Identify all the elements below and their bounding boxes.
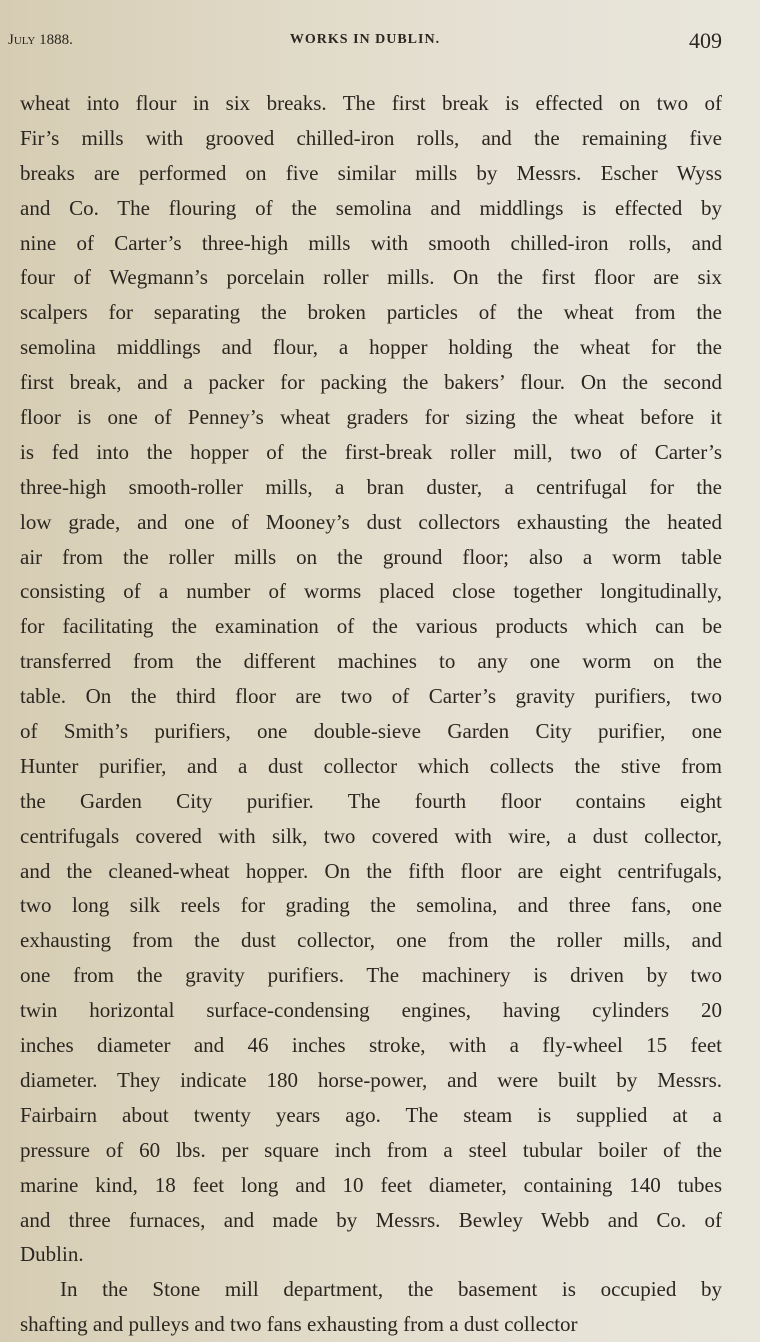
text-line: diameter. They indicate 180 horse-power, and were built by Messrs. — [20, 1067, 722, 1092]
text-line: semolina middlings and flour, a hopper holding the wheat for the — [20, 335, 722, 360]
text-line: consisting of a number of worms placed close together longitudinally, — [20, 579, 722, 604]
text-line: shafting and pulleys and two fans exhausting from a dust collector — [20, 1312, 578, 1337]
text-line: first break, and a packer for packing the bakers’ flour. On the second — [20, 370, 722, 395]
running-header — [8, 28, 722, 58]
text-line: wheat into flour in six breaks. The first break is effected on two of — [20, 91, 722, 115]
text-line: four of Wegmann’s porcelain roller mills. On the first floor are six — [20, 265, 722, 290]
text-line: In the Stone mill department, the basement is occupied by — [60, 1277, 722, 1302]
text-line: exhausting from the dust collector, one from the roller mills, and — [20, 928, 722, 953]
text-line: for facilitating the examination of the various products which can be — [20, 614, 722, 639]
text-line: and three furnaces, and made by Messrs. Bewley Webb and Co. of — [20, 1207, 722, 1232]
text-line: pressure of 60 lbs. per square inch from a steel tubular boiler of the — [20, 1137, 722, 1162]
text-line: of Smith’s purifiers, one double-sieve Garden City purifier, one — [20, 719, 722, 744]
text-line: Fir’s mills with grooved chilled-iron rolls, and the remaining five — [20, 125, 722, 150]
text-line: Dublin. — [20, 1242, 84, 1267]
text-line: one from the gravity purifiers. The machinery is driven by two — [20, 963, 722, 988]
text-line: is fed into the hopper of the first-break roller mill, two of Carter’s — [20, 439, 722, 464]
text-line: and Co. The flouring of the semolina and middlings is effected by — [20, 195, 722, 220]
text-line: twin horizontal surface-condensing engines, having cylinders 20 — [20, 998, 722, 1023]
text-line: the Garden City purifier. The fourth floor contains eight — [20, 788, 722, 813]
text-line: floor is one of Penney’s wheat graders for sizing the wheat before it — [20, 405, 722, 430]
text-line: two long silk reels for grading the semolina, and three fans, one — [20, 893, 722, 918]
text-line: inches diameter and 46 inches stroke, with a fly-wheel 15 feet — [20, 1033, 722, 1058]
text-line: transferred from the different machines to any one worm on the — [20, 649, 722, 674]
text-line: scalpers for separating the broken particles of the wheat from the — [20, 300, 722, 325]
text-line: marine kind, 18 feet long and 10 feet diameter, containing 140 tubes — [20, 1172, 722, 1197]
text-line: Hunter purifier, and a dust collector which collects the stive from — [20, 753, 722, 778]
text-line: Fairbairn about twenty years ago. The steam is supplied at a — [20, 1102, 722, 1127]
text-line: and the cleaned-wheat hopper. On the fifth floor are eight centrifugals, — [20, 858, 722, 883]
text-line: table. On the third floor are two of Carter’s gravity purifiers, two — [20, 684, 722, 709]
header-date: July 1888. — [8, 32, 73, 48]
header-title: WORKS IN DUBLIN. — [289, 32, 441, 47]
page-number: 409 — [689, 28, 722, 53]
text-line: air from the roller mills on the ground floor; also a worm table — [20, 544, 722, 569]
text-line: breaks are performed on five similar mills by Messrs. Escher Wyss — [20, 160, 722, 185]
text-line: three-high smooth-roller mills, a bran duster, a centrifugal for the — [20, 474, 722, 499]
text-line: centrifugals covered with silk, two covered with wire, a dust collector, — [20, 823, 722, 848]
page-body — [20, 86, 722, 1342]
text-line: nine of Carter’s three-high mills with smooth chilled-iron rolls, and — [20, 230, 722, 255]
text-line: low grade, and one of Mooney’s dust collectors exhausting the heated — [20, 509, 722, 534]
